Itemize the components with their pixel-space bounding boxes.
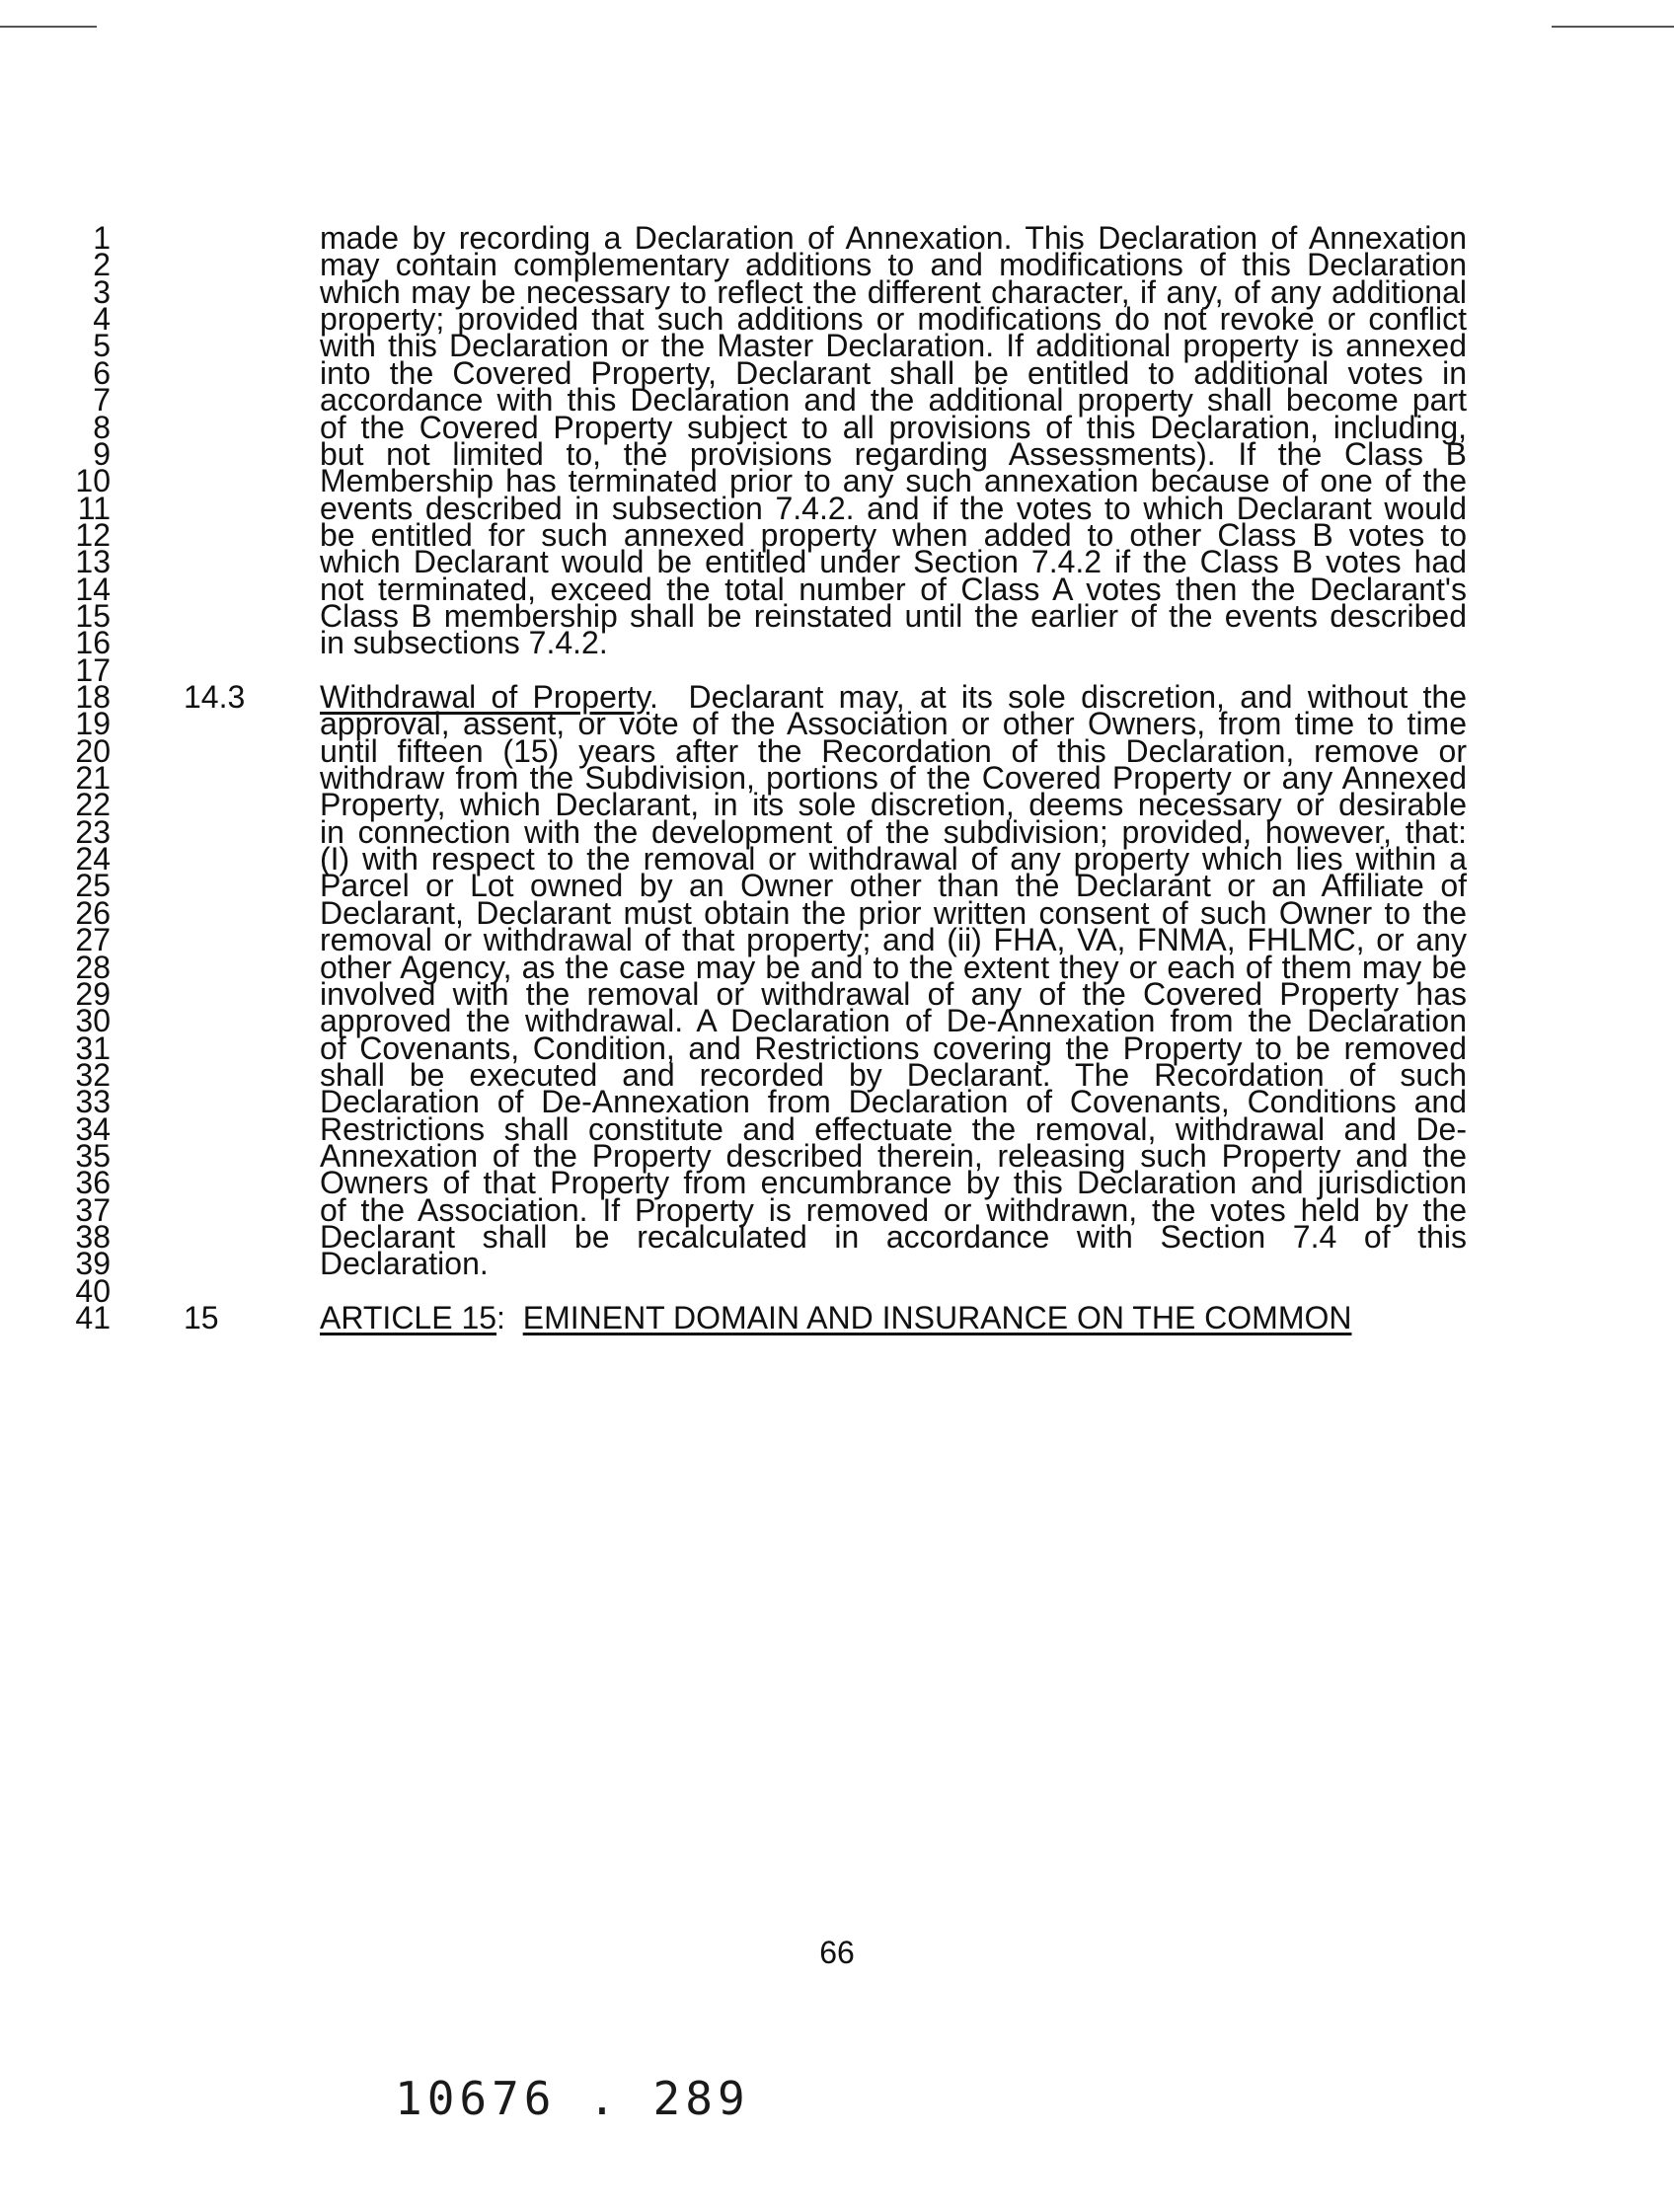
line-number: 6 <box>93 354 111 391</box>
line-number: 38 <box>75 1219 111 1255</box>
top-left-rule <box>0 26 97 28</box>
line-number: 10 <box>75 463 111 499</box>
line-text: property; provided that such additions or modifications do not revoke or conflict <box>320 301 1467 338</box>
line-number: 24 <box>75 841 111 877</box>
line-text: involved with the removal or withdrawal of any of the Covered Property has <box>320 975 1467 1012</box>
line-text: Property, which Declarant, in its sole discretion, deems necessary or desirable <box>320 787 1467 823</box>
line-number: 36 <box>75 1165 111 1201</box>
line-number: 33 <box>75 1084 111 1120</box>
line-text: into the Covered Property, Declarant shall be entitled to additional votes in <box>320 354 1467 391</box>
line-text: Declarant shall be recalculated in accordance with Section 7.4 of this <box>320 1219 1467 1255</box>
line-text: Annexation of the Property described therein, releasing such Property and the <box>320 1137 1467 1174</box>
line-text: (I) with respect to the removal or withdrawal of any property which lies within a <box>320 841 1467 877</box>
line-number: 34 <box>75 1110 111 1147</box>
line-text: with this Declaration or the Master Declaration. If additional property is annexed <box>320 328 1467 364</box>
line-number: 18 <box>75 679 111 715</box>
document-line <box>0 1299 1674 1337</box>
line-number: 23 <box>75 813 111 850</box>
line-number: 19 <box>75 706 111 742</box>
line-text: shall be executed and recorded by Declarant. The Recordation of such <box>320 1056 1467 1093</box>
section-number: 15 <box>184 1300 219 1335</box>
line-text: of the Covered Property subject to all provisions of this Declaration, including, <box>320 409 1467 445</box>
line-text: Membership has terminated prior to any such annexation because of one of the <box>320 463 1467 499</box>
line-number: 41 <box>75 1300 111 1335</box>
line-number: 4 <box>93 301 111 338</box>
line-text: Declarant, Declarant must obtain the prior written consent of such Owner to the <box>320 894 1467 931</box>
line-text: of Covenants, Condition, and Restrictions covering the Property to be removed <box>320 1030 1467 1066</box>
line-text: be entitled for such annexed property when added to other Class B votes to <box>320 516 1467 553</box>
line-text: which may be necessary to reflect the different character, if any, of any additional <box>320 273 1467 310</box>
line-number: 40 <box>75 1272 111 1309</box>
line-number: 31 <box>75 1030 111 1066</box>
line-text: Class B membership shall be reinstated until the earlier of the events described <box>320 597 1467 634</box>
line-number: 2 <box>93 247 111 283</box>
line-text: approval, assent, or vote of the Association or other Owners, from time to time <box>320 706 1467 742</box>
line-text: made by recording a Declaration of Annexation. This Declaration of Annexation <box>320 220 1467 256</box>
line-text: Declaration. <box>320 1246 489 1282</box>
line-number: 3 <box>93 273 111 310</box>
line-text: events described in subsection 7.4.2. and if the votes to which Declarant would <box>320 490 1467 526</box>
line-number: 16 <box>75 625 111 661</box>
line-number: 37 <box>75 1191 111 1228</box>
line-text: Parcel or Lot owned by an Owner other than the Declarant or an Affiliate of <box>320 868 1467 904</box>
article-title: EMINENT DOMAIN AND INSURANCE ON THE COMMON <box>522 1300 1352 1335</box>
page-number: 66 <box>819 1935 855 1970</box>
line-number: 12 <box>75 516 111 553</box>
line-number: 15 <box>75 597 111 634</box>
line-text: Owners of that Property from encumbrance by this Declaration and jurisdiction <box>320 1165 1467 1201</box>
line-number: 21 <box>75 760 111 796</box>
line-text: withdraw from the Subdivision, portions of the Covered Property or any Annexed <box>320 760 1467 796</box>
line-number: 35 <box>75 1137 111 1174</box>
line-number: 25 <box>75 868 111 904</box>
section-heading: Withdrawal of Property <box>320 679 650 715</box>
line-text <box>320 1299 1467 1337</box>
line-number: 26 <box>75 894 111 931</box>
recording-stamp: 10676 . 289 <box>395 2072 750 2125</box>
line-text: removal or withdrawal of that property; and (ii) FHA, VA, FNMA, FHLMC, or any <box>320 922 1467 958</box>
line-text: in connection with the development of the subdivision; provided, however, that: <box>320 813 1467 850</box>
line-text: in subsections 7.4.2. <box>320 625 608 661</box>
line-number: 17 <box>75 651 111 688</box>
line-number: 1 <box>93 220 111 256</box>
line-text: but not limited to, the provisions regarding Assessments). If the Class B <box>320 435 1467 472</box>
line-text: approved the withdrawal. A Declaration of De-Annexation from the Declaration <box>320 1003 1467 1039</box>
line-number: 20 <box>75 732 111 769</box>
line-text: not terminated, exceed the total number of Class A votes then the Declarant's <box>320 571 1467 607</box>
line-number: 27 <box>75 922 111 958</box>
line-number: 14 <box>75 571 111 607</box>
line-text: until fifteen (15) years after the Recordation of this Declaration, remove or <box>320 732 1467 769</box>
line-text: of the Association. If Property is removed or withdrawn, the votes held by the <box>320 1191 1467 1228</box>
line-text-rest: . Declarant may, at its sole discretion, and without the <box>649 679 1468 715</box>
line-text: Declaration of De-Annexation from Declaration of Covenants, Conditions and <box>320 1084 1467 1120</box>
line-text: may contain complementary additions to and modifications of this Declaration <box>320 247 1467 283</box>
line-text: which Declarant would be entitled under Section 7.4.2 if the Class B votes had <box>320 544 1467 580</box>
line-number: 39 <box>75 1246 111 1282</box>
line-number: 5 <box>93 328 111 364</box>
line-number: 8 <box>93 409 111 445</box>
top-right-rule <box>1552 26 1674 28</box>
line-number: 7 <box>93 382 111 419</box>
line-number: 29 <box>75 975 111 1012</box>
line-text: Restrictions shall constitute and effectuate the removal, withdrawal and De- <box>320 1110 1467 1147</box>
article-label: ARTICLE 15 <box>320 1300 497 1335</box>
line-number: 32 <box>75 1056 111 1093</box>
line-number: 9 <box>93 435 111 472</box>
line-number: 30 <box>75 1003 111 1039</box>
line-text: other Agency, as the case may be and to the extent they or each of them may be <box>320 949 1467 985</box>
line-number: 28 <box>75 949 111 985</box>
section-number: 14.3 <box>184 679 246 715</box>
line-number: 22 <box>75 787 111 823</box>
line-text: accordance with this Declaration and the additional property shall become part <box>320 382 1467 419</box>
line-number: 13 <box>75 544 111 580</box>
article-separator: : <box>496 1300 523 1335</box>
line-number: 11 <box>77 490 111 526</box>
